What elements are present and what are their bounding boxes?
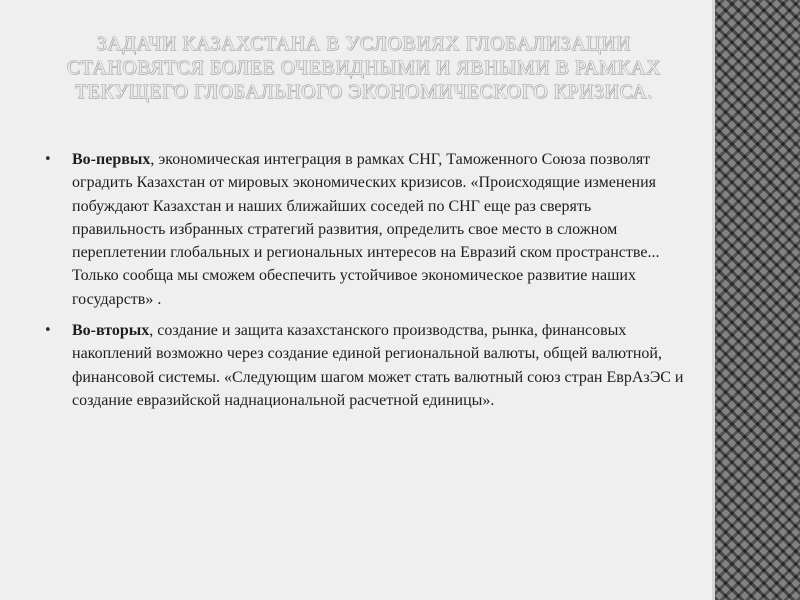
- bullet-lead: Во-вторых: [72, 322, 150, 340]
- slide-title: ЗАДАЧИ КАЗАХСТАНА В УСЛОВИЯХ ГЛОБАЛИЗАЦИИ СТАНОВЯТСЯ БОЛЕЕ ОЧЕВИДНЫМИ И ЯВНЫМИ В РАМКАХ ТЕКУЩЕГО ГЛОБАЛЬНОГО ЭКОНОМИЧЕСКОГО КРИЗИСА.: [66, 33, 662, 103]
- decorative-sidebar: [712, 0, 800, 600]
- bullet-icon: •: [44, 152, 52, 167]
- bullet-list: [44, 148, 684, 420]
- list-item: [44, 319, 684, 412]
- bullet-text: , создание и защита казахстанского производства, рынка, финансовых накоплений возможно через создание единой региональной валюты, общей валютной, финансовой системы. «Следующим шагом может стать валютный союз стран ЕврАзЭС и создание евразийской наднациональной расчетной единицы».: [72, 322, 684, 409]
- bullet-text: , экономическая интеграция в рамках СНГ, Таможенного Союза позволят оградить Казахстан от мировых экономических кризисов. «Происходящие изменения побуждают Казахстан и наших ближайших соседей по СНГ еще раз сверять правильность избранных стратегий развития, определить свое место в сложном переплетении глобальных и региональных интересов на Евразий ском пространстве... Только сообща мы сможем обеспечить устойчивое экономическое развитие наших государств» .: [72, 151, 660, 308]
- list-item: [44, 148, 684, 311]
- bullet-icon: •: [44, 323, 52, 339]
- bullet-lead: Во-первых: [72, 151, 151, 168]
